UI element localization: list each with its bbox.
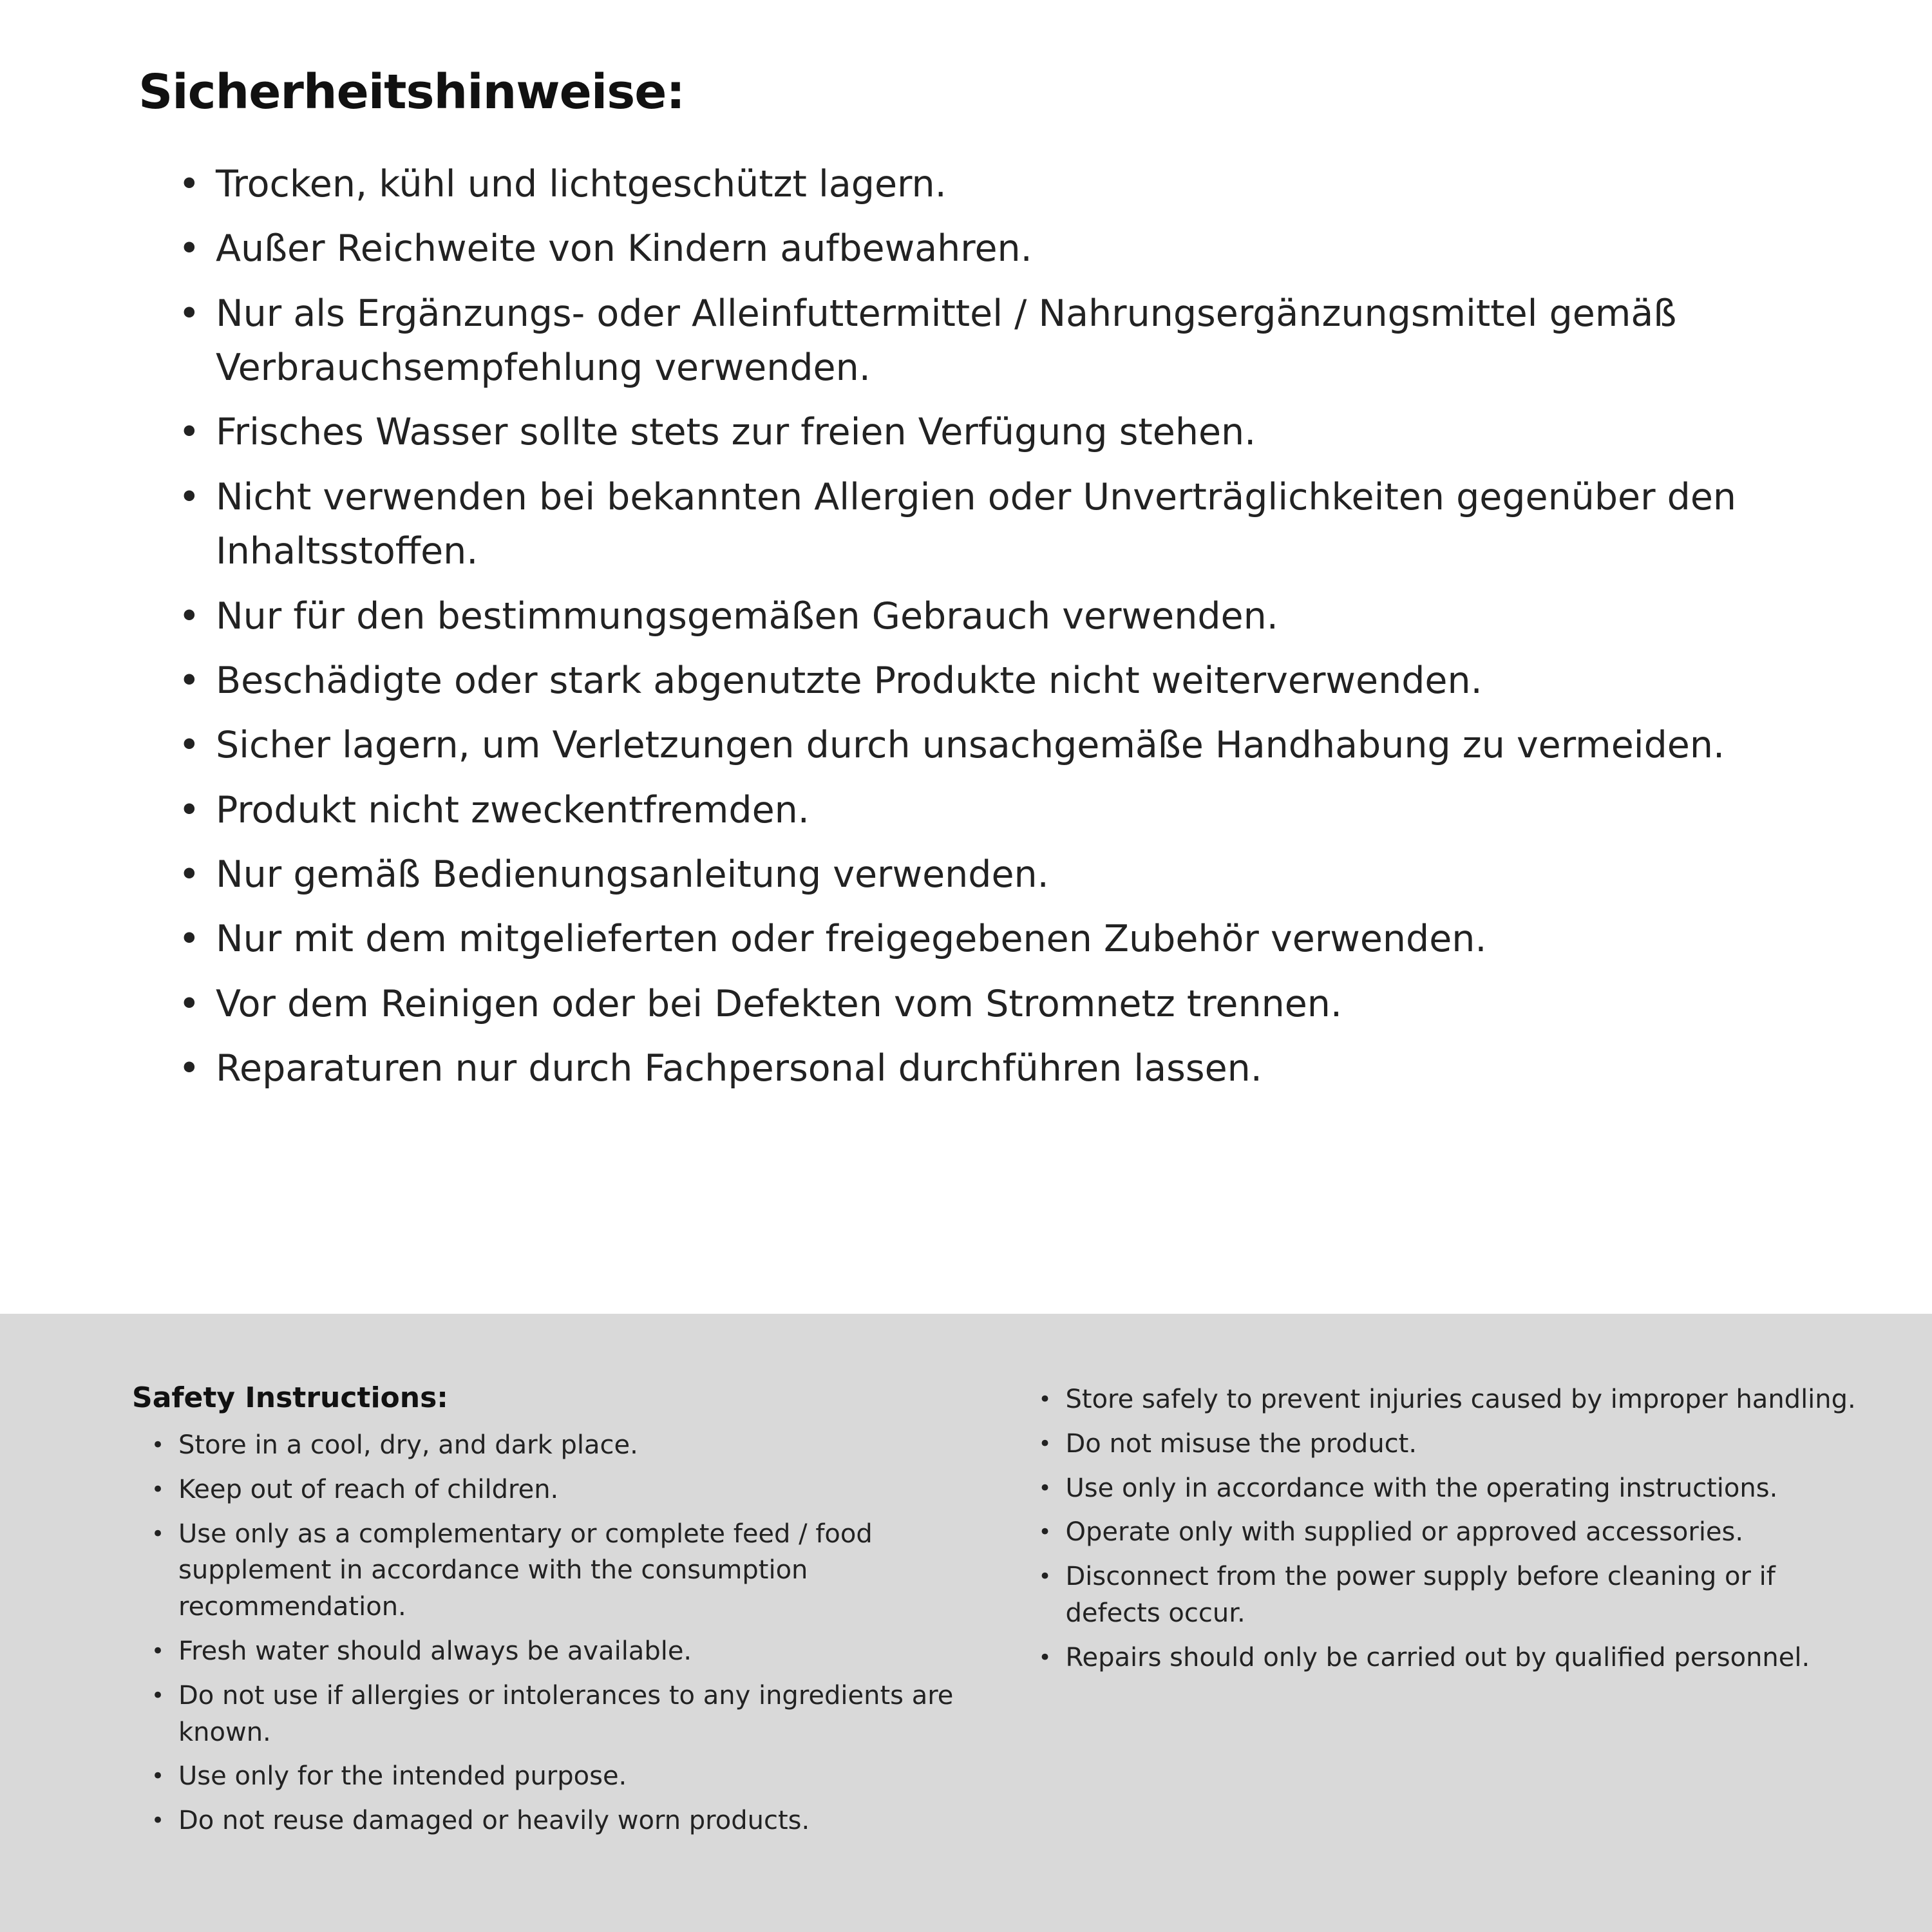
english-safety-list-right [1039, 1381, 1862, 1676]
list-item: • Do not reuse damaged or heavily worn products. [151, 1803, 955, 1839]
list-item: • Nur mit dem mitgelieferten oder freigegebenen Zubehör verwenden. [178, 912, 1788, 966]
list-item: • Do not misuse the product. [1039, 1426, 1862, 1463]
list-item: • Use only in accordance with the operating instructions. [1039, 1470, 1862, 1507]
list-item: • Nur als Ergänzungs- oder Alleinfuttermittel / Nahrungsergänzungsmittel gemäß Verbrauchsempfehlung verwenden. [178, 287, 1788, 395]
list-item: • Frisches Wasser sollte stets zur freien Verfügung stehen. [178, 405, 1788, 459]
list-item: • Store in a cool, dry, and dark place. [151, 1427, 955, 1464]
english-safety-section [0, 1314, 1932, 1932]
list-item: • Keep out of reach of children. [151, 1472, 955, 1508]
list-item: • Fresh water should always be available. [151, 1633, 955, 1670]
list-item: • Nicht verwenden bei bekannten Allergien oder Unverträglichkeiten gegenüber den Inhaltsstoffen. [178, 470, 1788, 579]
english-left-column [132, 1381, 955, 1847]
german-section-title: Sicherheitshinweise: [138, 64, 685, 120]
list-item: • Disconnect from the power supply before cleaning or if defects occur. [1039, 1558, 1862, 1632]
list-item: • Nur für den bestimmungsgemäßen Gebrauch verwenden. [178, 589, 1788, 643]
list-item: • Reparaturen nur durch Fachpersonal durchführen lassen. [178, 1041, 1788, 1095]
list-item: • Beschädigte oder stark abgenutzte Produkte nicht weiterverwenden. [178, 654, 1788, 708]
list-item: • Operate only with supplied or approved accessories. [1039, 1514, 1862, 1551]
english-section-title: Safety Instructions: [132, 1381, 448, 1414]
list-item: • Vor dem Reinigen oder bei Defekten vom Stromnetz trennen. [178, 977, 1788, 1031]
list-item: • Sicher lagern, um Verletzungen durch unsachgemäße Handhabung zu vermeiden. [178, 718, 1788, 772]
list-item: • Use only as a complementary or complete feed / food supplement in accordance with the consumption recommendation. [151, 1516, 955, 1625]
list-item: • Do not use if allergies or intolerances to any ingredients are known. [151, 1678, 955, 1751]
english-safety-list-left [132, 1427, 955, 1839]
german-safety-list [138, 157, 1803, 1095]
list-item: • Repairs should only be carried out by qualified personnel. [1039, 1640, 1862, 1676]
list-item: • Nur gemäß Bedienungsanleitung verwenden. [178, 848, 1788, 902]
list-item: • Store safely to prevent injuries caused by improper handling. [1039, 1381, 1862, 1418]
list-item: • Trocken, kühl und lichtgeschützt lagern. [178, 157, 1788, 211]
list-item: • Außer Reichweite von Kindern aufbewahren. [178, 222, 1788, 276]
list-item: • Produkt nicht zweckentfremden. [178, 783, 1788, 837]
english-right-column [1039, 1381, 1862, 1684]
list-item: • Use only for the intended purpose. [151, 1758, 955, 1795]
